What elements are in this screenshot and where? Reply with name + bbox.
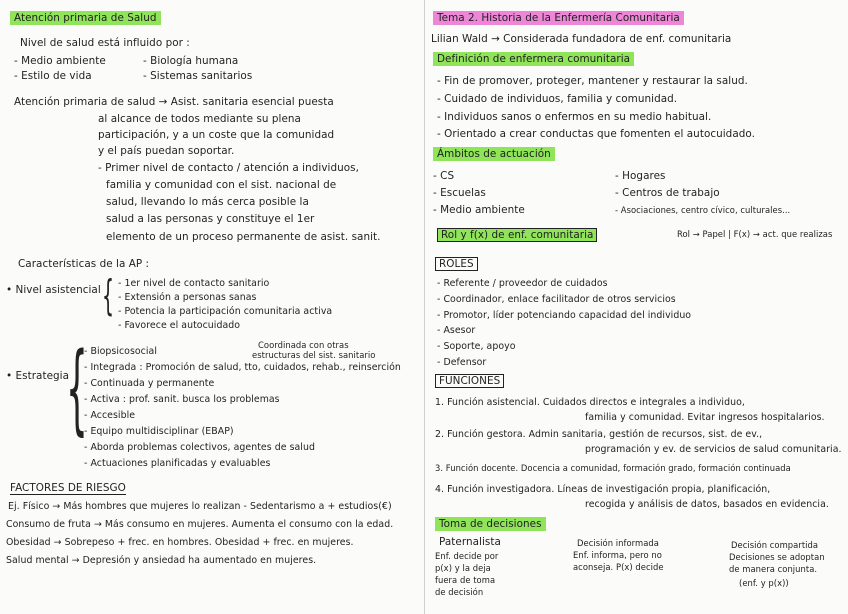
coordinada-note: Coordinada con otras bbox=[258, 340, 349, 350]
funcion-line: 3. Función docente. Docencia a comunidad, formación grado, formación continuada bbox=[435, 463, 791, 473]
ambito-item: - Escuelas bbox=[433, 187, 486, 199]
aps-definition-line: participación, y a un coste que la comunidad bbox=[98, 129, 335, 141]
estrategia-item: - Activa : prof. sanit. busca los problemas bbox=[84, 394, 280, 405]
nivel-asistencial-item: - Favorece el autocuidado bbox=[118, 320, 241, 331]
nivel-asistencial-item: - Extensión a personas sanas bbox=[118, 292, 257, 303]
definicion-item: - Cuidado de individuos, familia y comunidad. bbox=[437, 93, 678, 105]
aps-definition-line: - Primer nivel de contacto / atención a individuos, bbox=[98, 162, 359, 174]
roles-title: ROLES bbox=[435, 258, 478, 271]
nivel-item: - Medio ambiente bbox=[14, 55, 106, 67]
aps-definition-line: y el país puedan soportar. bbox=[98, 145, 235, 157]
tema-title: Tema 2. Historia de la Enfermería Comunitaria bbox=[433, 12, 684, 25]
factor-item: Ej. Físico → Más hombres que mujeres lo realizan - Sedentarismo a + estudios(€) bbox=[8, 501, 392, 512]
decision-paternalista-text: Enf. decide por bbox=[435, 551, 499, 561]
estrategia-item: - Continuada y permanente bbox=[84, 378, 215, 389]
definicion-title: Definición de enfermera comunitaria bbox=[433, 53, 634, 66]
decision-informada-text: aconseja. P(x) decide bbox=[573, 562, 664, 572]
rol-item: - Asesor bbox=[437, 325, 476, 336]
decision-informada: Decisión informada bbox=[577, 538, 659, 548]
aps-definition-line: elemento de un proceso permanente de asist. sanit. bbox=[106, 231, 381, 243]
funciones-title: FUNCIONES bbox=[435, 375, 504, 388]
funcion-line: familia y comunidad. Evitar ingresos hospitalarios. bbox=[585, 412, 825, 423]
aps-definition-line: salud a las personas y constituye el 1er bbox=[106, 213, 315, 225]
rol-note: Rol → Papel | F(x) → act. que realizas bbox=[677, 229, 833, 239]
definicion-item: - Fin de promover, proteger, mantener y restaurar la salud. bbox=[437, 75, 748, 87]
factores-title: FACTORES DE RIESGO bbox=[10, 482, 126, 494]
rol-item: - Referente / proveedor de cuidados bbox=[437, 278, 608, 289]
decision-paternalista-text: p(x) y la deja bbox=[435, 563, 491, 573]
funcion-line: programación y ev. de servicios de salud comunitaria. bbox=[585, 444, 842, 455]
estrategia-item: - Aborda problemas colectivos, agentes de salud bbox=[84, 442, 315, 453]
ambitos-title: Ámbitos de actuación bbox=[433, 148, 555, 161]
factor-item: Consumo de fruta → Más consumo en mujeres. Aumenta el consumo con la edad. bbox=[6, 519, 394, 530]
estrategia-item: - Biopsicosocial bbox=[84, 346, 157, 357]
nivel-asistencial-label: • Nivel asistencial bbox=[6, 284, 101, 296]
estrategia-item: - Equipo multidisciplinar (EBAP) bbox=[84, 426, 234, 437]
factor-item: Obesidad → Sobrepeso + frec. en hombres. Obesidad + frec. en mujeres. bbox=[6, 537, 354, 548]
decision-paternalista: Paternalista bbox=[439, 536, 501, 548]
estrategia-label: • Estrategia bbox=[6, 370, 70, 382]
nivel-asistencial-item: - Potencia la participación comunitaria activa bbox=[118, 306, 333, 317]
rol-item: - Promotor, líder potenciando capacidad del individuo bbox=[437, 310, 692, 321]
nivel-item: - Biología humana bbox=[143, 55, 239, 67]
funcion-line: 4. Función investigadora. Líneas de investigación propia, planificación, bbox=[435, 484, 771, 495]
factor-item: Salud mental → Depresión y ansiedad ha aumentado en mujeres. bbox=[6, 555, 317, 566]
funcion-line: recogida y análisis de datos, basados en evidencia. bbox=[585, 499, 829, 510]
ambito-item: - Centros de trabajo bbox=[615, 187, 720, 199]
decision-compartida: Decisión compartida bbox=[731, 540, 819, 550]
definicion-item: - Individuos sanos o enfermos en su medio habitual. bbox=[437, 111, 712, 123]
decisiones-title: Toma de decisiones bbox=[435, 518, 546, 531]
rol-item: - Soporte, apoyo bbox=[437, 341, 516, 352]
rol-title: Rol y f(x) de enf. comunitaria bbox=[437, 229, 597, 242]
decision-compartida-text: Decisiones se adoptan bbox=[729, 552, 825, 562]
lilian-wald-line: Lilian Wald → Considerada fundadora de enf. comunitaria bbox=[431, 33, 732, 45]
page-title: Atención primaria de Salud bbox=[10, 12, 161, 25]
decision-compartida-text: (enf. y p(x)) bbox=[739, 578, 789, 588]
left-brace: { bbox=[102, 271, 115, 320]
funcion-line: 2. Función gestora. Admin sanitaria, gestión de recursos, sist. de ev., bbox=[435, 429, 763, 440]
nivel-intro: Nivel de salud está influido por : bbox=[20, 37, 190, 49]
estrategia-item: - Integrada : Promoción de salud, tto, cuidados, rehab., reinserción bbox=[84, 362, 401, 373]
decision-informada-text: Enf. informa, pero no bbox=[573, 550, 662, 560]
funcion-line: 1. Función asistencial. Cuidados directos e integrales a individuo, bbox=[435, 397, 745, 408]
decision-compartida-text: de manera conjunta. bbox=[729, 564, 818, 574]
aps-definition-line: al alcance de todos mediante su plena bbox=[98, 113, 301, 125]
estrategia-item: - Accesible bbox=[84, 410, 136, 421]
right-page bbox=[424, 0, 848, 614]
aps-definition-line: Atención primaria de salud → Asist. sanitaria esencial puesta bbox=[14, 96, 334, 108]
nivel-asistencial-item: - 1er nivel de contacto sanitario bbox=[118, 278, 270, 289]
caracteristicas-title: Características de la AP : bbox=[18, 258, 150, 270]
aps-definition-line: familia y comunidad con el sist. nacional de bbox=[106, 179, 337, 191]
rol-item: - Defensor bbox=[437, 357, 487, 368]
ambito-item: - Hogares bbox=[615, 170, 666, 182]
rol-item: - Coordinador, enlace facilitador de otros servicios bbox=[437, 294, 676, 305]
decision-paternalista-text: fuera de toma bbox=[435, 575, 496, 585]
left-brace: { bbox=[66, 332, 88, 446]
nivel-item: - Sistemas sanitarios bbox=[143, 70, 253, 82]
nivel-item: - Estilo de vida bbox=[14, 70, 92, 82]
aps-definition-line: salud, llevando lo más cerca posible la bbox=[106, 196, 309, 208]
coordinada-note: estructuras del sist. sanitario bbox=[252, 350, 376, 360]
ambito-item: - CS bbox=[433, 170, 455, 182]
estrategia-item: - Actuaciones planificadas y evaluables bbox=[84, 458, 271, 469]
ambito-item: - Medio ambiente bbox=[433, 204, 525, 216]
ambito-item: - Asociaciones, centro cívico, culturales... bbox=[615, 205, 791, 215]
decision-paternalista-text: de decisión bbox=[435, 587, 484, 597]
definicion-item: - Orientado a crear conductas que fomenten el autocuidado. bbox=[437, 128, 755, 140]
